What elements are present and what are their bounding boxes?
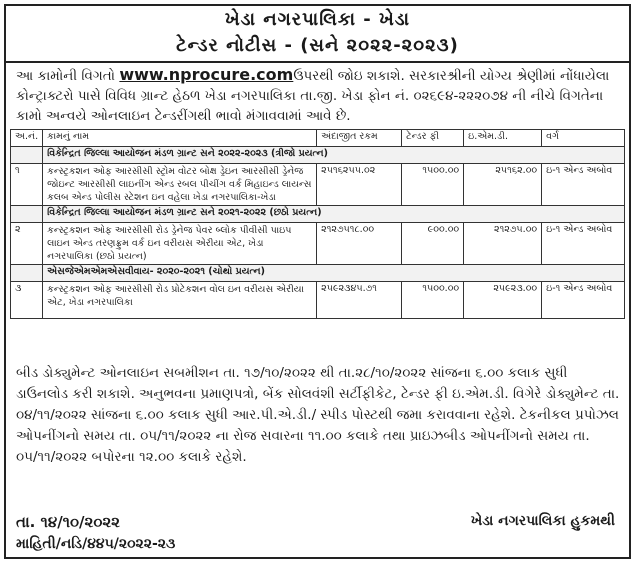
row-emd: ૨૫૯૨૩.૦૦ bbox=[464, 282, 542, 319]
group-heading-row bbox=[11, 265, 625, 282]
group-heading: વિકેન્દ્રિત જિલ્લા આયોજન મંડળ ગ્રાન્ટ સને ૨૦૨૧-૨૦૨૨ (છઠો પ્રયત્ન) bbox=[43, 206, 625, 223]
row-amount: ૨૧૨૭૫૧૮.૦૦ bbox=[317, 223, 402, 265]
notice-date: તા. ૧૪/૧૦/૨૦૨૨ bbox=[16, 513, 120, 531]
title-divider bbox=[6, 61, 629, 63]
header-emd: ઇ.એમ.ડી. bbox=[464, 130, 542, 147]
row-amount: ૨૫૯૨૩૪૫.૭૧ bbox=[317, 282, 402, 319]
tender-table bbox=[10, 129, 625, 319]
table-row bbox=[11, 223, 625, 265]
submission-details: બીડ ડોક્યુમેન્ટ ઓનલાઇન સબમીશન તા. ૧૭/૧૦/૨૦૨૨ થી તા.૨૮/૧૦/૨૦૨૨ સાંજના ૬.૦૦ કલાક સુધી ડાઉનલોડ કરી શકાશે. અનુભવના પ્રમાણપત્રો, બેંક સોલવંશી સર્ટીફીકેટ, ટેન્ડર ફી ઇ.એમ.ડી. વિગેરે ડોક્યુમેન્ટ તા. ૦૪/૧૧/૨૦૨૨ સાંજના ૬.૦૦ કલાક સુધી આર.પી.એ.ડી./ સ્પીડ પોસ્ટથી જમા કરાવવાના રહેશે. ટેકનીકલ પ્રપોઝલ ઓપનીંગનો સમય તા. ૦૫/૧૧/૨૦૨૨ ના રોજ સવારના ૧૧.૦૦ કલાકે તથા પ્રાઇઝબીડ ઓપનીંગનો સમય તા. ૦૫/૧૧/૨૦૨૨ બપોરના ૧૨.૦૦ કલાકે રહેશે. bbox=[16, 365, 620, 465]
row-serial: ૩ bbox=[11, 282, 43, 319]
row-class: ઇ-૧ એન્ડ અબોવ bbox=[542, 282, 625, 319]
notice-title: ખેડા નગરપાલિકા - ખેડા bbox=[224, 9, 411, 30]
row-emd: ૨૧૨૭૫.૦૦ bbox=[464, 223, 542, 265]
notice-subtitle: ટેન્ડર નોટીસ - (સને ૨૦૨૨-૨૦૨૩) bbox=[176, 35, 459, 56]
header-estimated-amount: અંદાજીત રકમ bbox=[317, 130, 402, 147]
group-heading-row bbox=[11, 147, 625, 164]
row-fee: ૧૫૦૦.૦૦ bbox=[402, 164, 464, 206]
intro-text-before: આ કામોની વિગતો bbox=[16, 68, 120, 84]
table-header-row bbox=[11, 130, 625, 147]
row-serial: ૧ bbox=[11, 164, 43, 206]
issuing-authority: ખેડા નગરપાલિકા હુકમથી bbox=[470, 513, 615, 529]
header-tender-fee: ટેન્ડર ફી bbox=[402, 130, 464, 147]
row-work-name: કન્સ્ટ્રકશન ઓફ આરસીસી સ્ટ્રોમ વોટર બોક્ષ ડ્રેઇન આરસીસી ડ્રેનેજ જોઇન્ટ આરસીસી લાઇનીંગ એન્ડ રબલ પીચીંગ વર્ક મિહાઇન્ડ લાયન્સ કલબ એન્ડ પોલીસ સ્ટેશન ઇન વહેલા ખેડા નગરપાલિકા-ખેડા bbox=[43, 164, 317, 206]
tender-notice bbox=[4, 4, 631, 559]
row-fee: ૯૦૦.૦૦ bbox=[402, 223, 464, 265]
table-row bbox=[11, 164, 625, 206]
group-heading: વિકેન્દ્રિત જિલ્લા આયોજન મંડળ ગ્રાન્ટ સને ૨૦૨૨-૨૦૨૩ (ત્રીજો પ્રયત્ન) bbox=[43, 147, 625, 164]
nprocure-link[interactable]: www.nprocure.com bbox=[119, 65, 294, 84]
row-class: ઇ-૧ એન્ડ અબોવ bbox=[542, 164, 625, 206]
intro-text-after: ઉપરથી જોઇ શકાશે. સરકારશ્રીની યોગ્ય શ્રેણીમાં નોંધાયેલા કોન્ટ્રાક્ટરો પાસે વિવિધ ગ્રાન્ટ હેઠળ ખેડા નગરપાલિકા તા.જી. ખેડા ફોન નં. ૦૨૬૯૪-૨૨૨૦૭૪ ની નીચે વિગતેના કામો અન્વયે ઓનલાઇન ટેન્ડરીંગથી ભાવો મંગાવવામાં આવે છે. bbox=[16, 68, 610, 124]
row-class: ઇ-૧ એન્ડ અબોવ bbox=[542, 223, 625, 265]
row-fee: ૧૫૦૦.૦૦ bbox=[402, 282, 464, 319]
row-emd: ૨૫૧૬૨.૦૦ bbox=[464, 164, 542, 206]
intro-paragraph bbox=[16, 65, 621, 126]
row-work-name: કન્સ્ટ્રકશન ઓફ આરસીસી રોડ પ્રોટેકશન વોલ ઇન વરીયસ એરીયા એટ, ખેડા નગરપાલિકા bbox=[43, 282, 317, 319]
reference-number: માહિતી/નડિ/૪૪૫/૨૦૨૨-૨૩ bbox=[16, 536, 176, 552]
group-heading: એસજેએમએમએસવીવાય- ૨૦૨૦-૨૦૨૧ (ચોથો પ્રયત્ન) bbox=[43, 265, 625, 282]
row-amount: ૨૫૧૬૨૫૫.૦૨ bbox=[317, 164, 402, 206]
row-work-name: કન્સ્ટ્રકશન ઓફ આરસીસી રોડ ડ્રેનેજ પેવર બ્લોક પીવીસી પાઇપ લાઇન એન્ડ તરણફ્રુમ વર્ક ઇન વરીયસ એરીયા એટ, ખેડા નગરપાલિકા (છઠો પ્રયત્ન) bbox=[43, 223, 317, 265]
header-serial: અ.નં. bbox=[11, 130, 43, 147]
header-work-name: કામનું નામ bbox=[43, 130, 317, 147]
header-class: વર્ગ bbox=[542, 130, 625, 147]
row-serial: ૨ bbox=[11, 223, 43, 265]
group-heading-row bbox=[11, 206, 625, 223]
table-row bbox=[11, 282, 625, 319]
